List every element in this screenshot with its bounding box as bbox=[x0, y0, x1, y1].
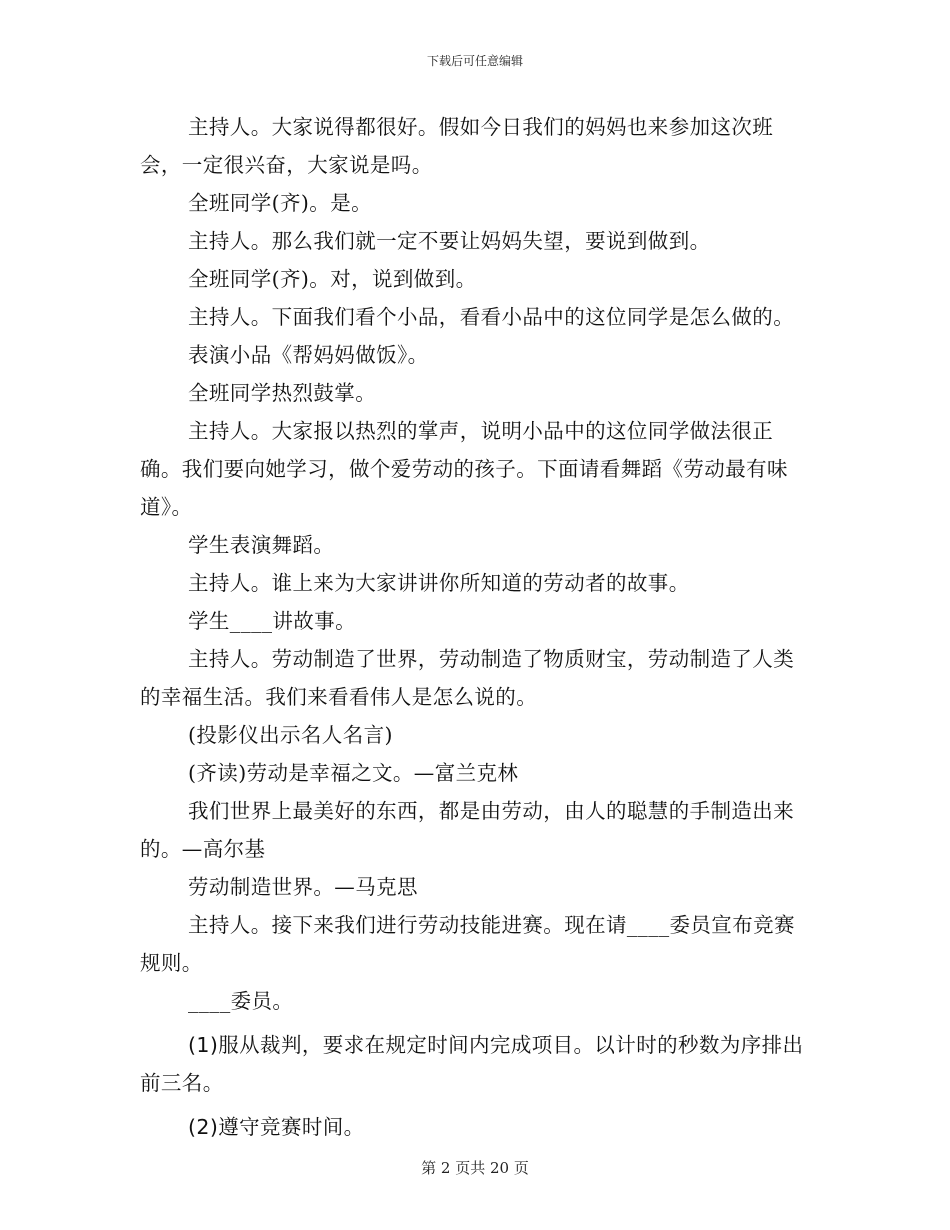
paragraph: 主持人。那么我们就一定不要让妈妈失望，要说到做到。 bbox=[188, 229, 711, 253]
rule-item: (1)服从裁判，要求在规定时间内完成项目。以计时的秒数为序排出前三名。 bbox=[140, 1033, 804, 1095]
paragraph: 主持人。接下来我们进行劳动技能进赛。现在请____委员宣布竞赛规则。 bbox=[140, 913, 795, 975]
page-header: 下载后可任意编辑 bbox=[426, 54, 523, 68]
paragraph: 主持人。劳动制造了世界，劳动制造了物质财宝，劳动制造了人类的幸福生活。我们来看看伟人是怎么说的。 bbox=[140, 647, 795, 709]
paragraph: 全班同学(齐)。是。 bbox=[188, 191, 372, 215]
paragraph: 学生表演舞蹈。 bbox=[188, 533, 335, 557]
paragraph: 表演小品《帮妈妈做饭》。 bbox=[188, 343, 429, 367]
page-number: 第 2 页共 20 页 bbox=[421, 1159, 529, 1177]
paragraph: 学生____讲故事。 bbox=[188, 609, 356, 633]
paragraph: (齐读)劳动是幸福之文。—富兰克林 bbox=[188, 761, 519, 785]
paragraph: (投影仪出示名人名言) bbox=[188, 723, 393, 747]
paragraph: 我们世界上最美好的东西，都是由劳动，由人的聪慧的手制造出来的。—高尔基 bbox=[140, 799, 795, 861]
paragraph: 主持人。大家说得都很好。假如今日我们的妈妈也来参加这次班会，一定很兴奋，大家说是吗。 bbox=[140, 115, 774, 177]
paragraph: 主持人。下面我们看个小品，看看小品中的这位同学是怎么做的。 bbox=[188, 305, 795, 329]
paragraph: ____委员。 bbox=[188, 989, 294, 1013]
paragraph: 全班同学热烈鼓掌。 bbox=[188, 381, 377, 405]
paragraph: 全班同学(齐)。对，说到做到。 bbox=[188, 267, 477, 291]
paragraph: 劳动制造世界。—马克思 bbox=[188, 875, 418, 899]
document-body bbox=[140, 108, 812, 1146]
paragraph: 主持人。谁上来为大家讲讲你所知道的劳动者的故事。 bbox=[188, 571, 690, 595]
rule-item: (2)遵守竞赛时间。 bbox=[188, 1115, 365, 1139]
paragraph: 主持人。大家报以热烈的掌声，说明小品中的这位同学做法很正确。我们要向她学习，做个爱劳动的孩子。下面请看舞蹈《劳动最有味道》。 bbox=[140, 419, 788, 519]
